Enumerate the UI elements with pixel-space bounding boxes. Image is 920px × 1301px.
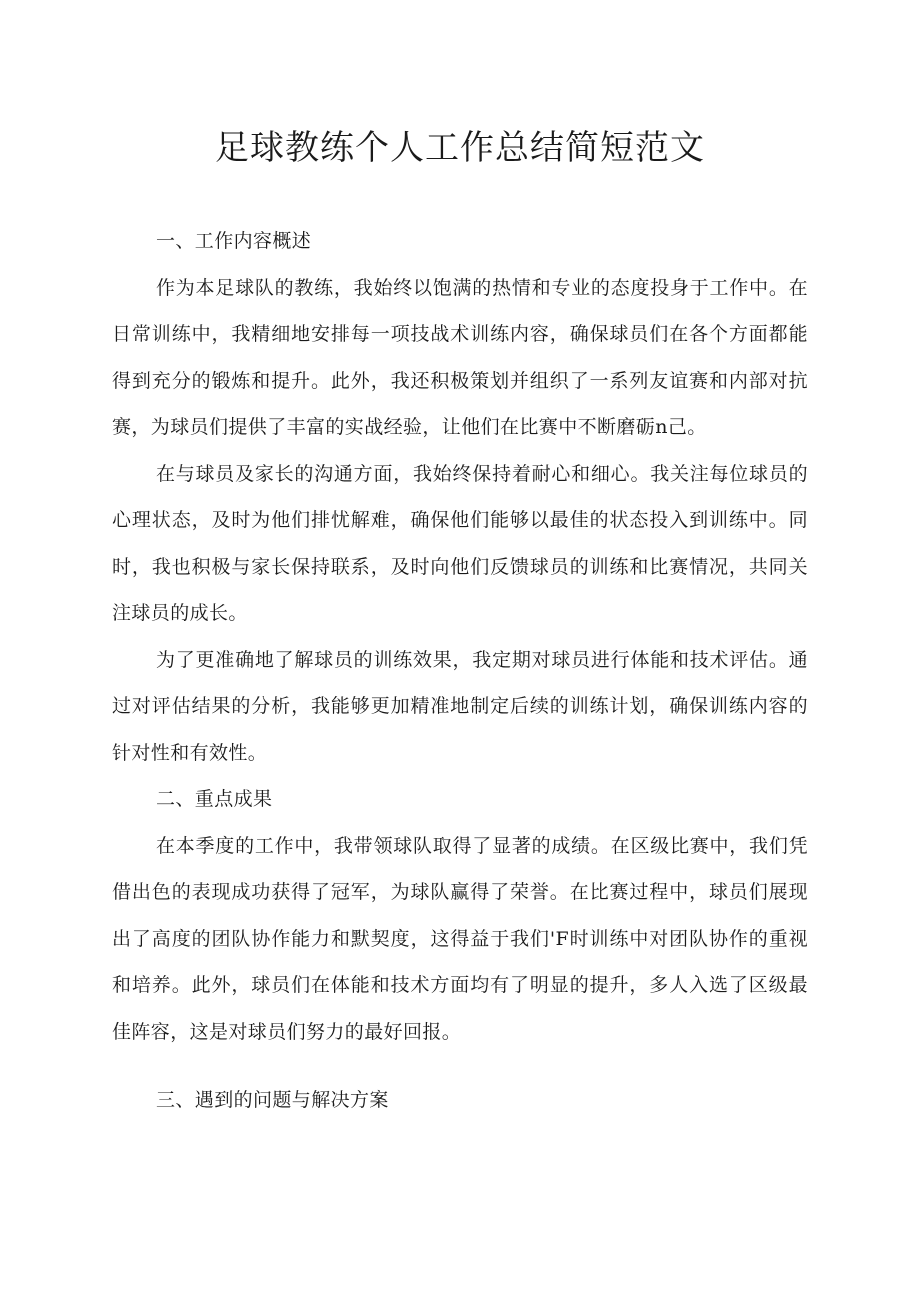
section-1-paragraph-3: 为了更准确地了解球员的训练效果，我定期对球员进行体能和技术评估。通过对评估结果的分析，我能够更加精准地制定后续的训练计划，确保训练内容的针对性和有效性。 [112,648,808,764]
section-spacer [112,1055,808,1077]
section-1-paragraph-1: 作为本足球队的教练，我始终以饱满的热情和专业的态度投身于工作中。在日常训练中，我精细地安排每一项技战术训练内容，确保球员们在各个方面都能得到充分的锻炼和提升。此外，我还积极策划并组织了一系列友谊赛和内部对抗赛，为球员们提供了丰富的实战经验，让他们在比赛中不断磨砺n己。 [112,276,808,438]
section-heading-1: 一、工作内容概述 [156,230,312,252]
section-1-paragraph-2: 在与球员及家长的沟通方面，我始终保持着耐心和细心。我关注每位球员的心理状态，及时为他们排忧解难，确保他们能够以最佳的状态投入到训练中。同时，我也积极与家长保持联系，及时向他们反馈球员的训练和比赛情况，共同关注球员的成长。 [112,462,808,624]
document-body [112,218,808,1124]
section-heading-2: 二、重点成果 [156,788,273,810]
document-title: 足球教练个人工作总结简短范文 [215,128,705,168]
section-heading-3: 三、遇到的问题与解决方案 [156,1089,389,1111]
section-2-paragraph-1: 在本季度的工作中，我带领球队取得了显著的成绩。在区级比赛中，我们凭借出色的表现成功获得了冠军，为球队赢得了荣誉。在比赛过程中，球员们展现出了高度的团队协作能力和默契度，这得益于我们'F时训练中对团队协作的重视和培养。此外，球员们在体能和技术方面均有了明显的提升，多人入选了区级最佳阵容，这是对球员们努力的最好回报。 [112,834,808,1043]
